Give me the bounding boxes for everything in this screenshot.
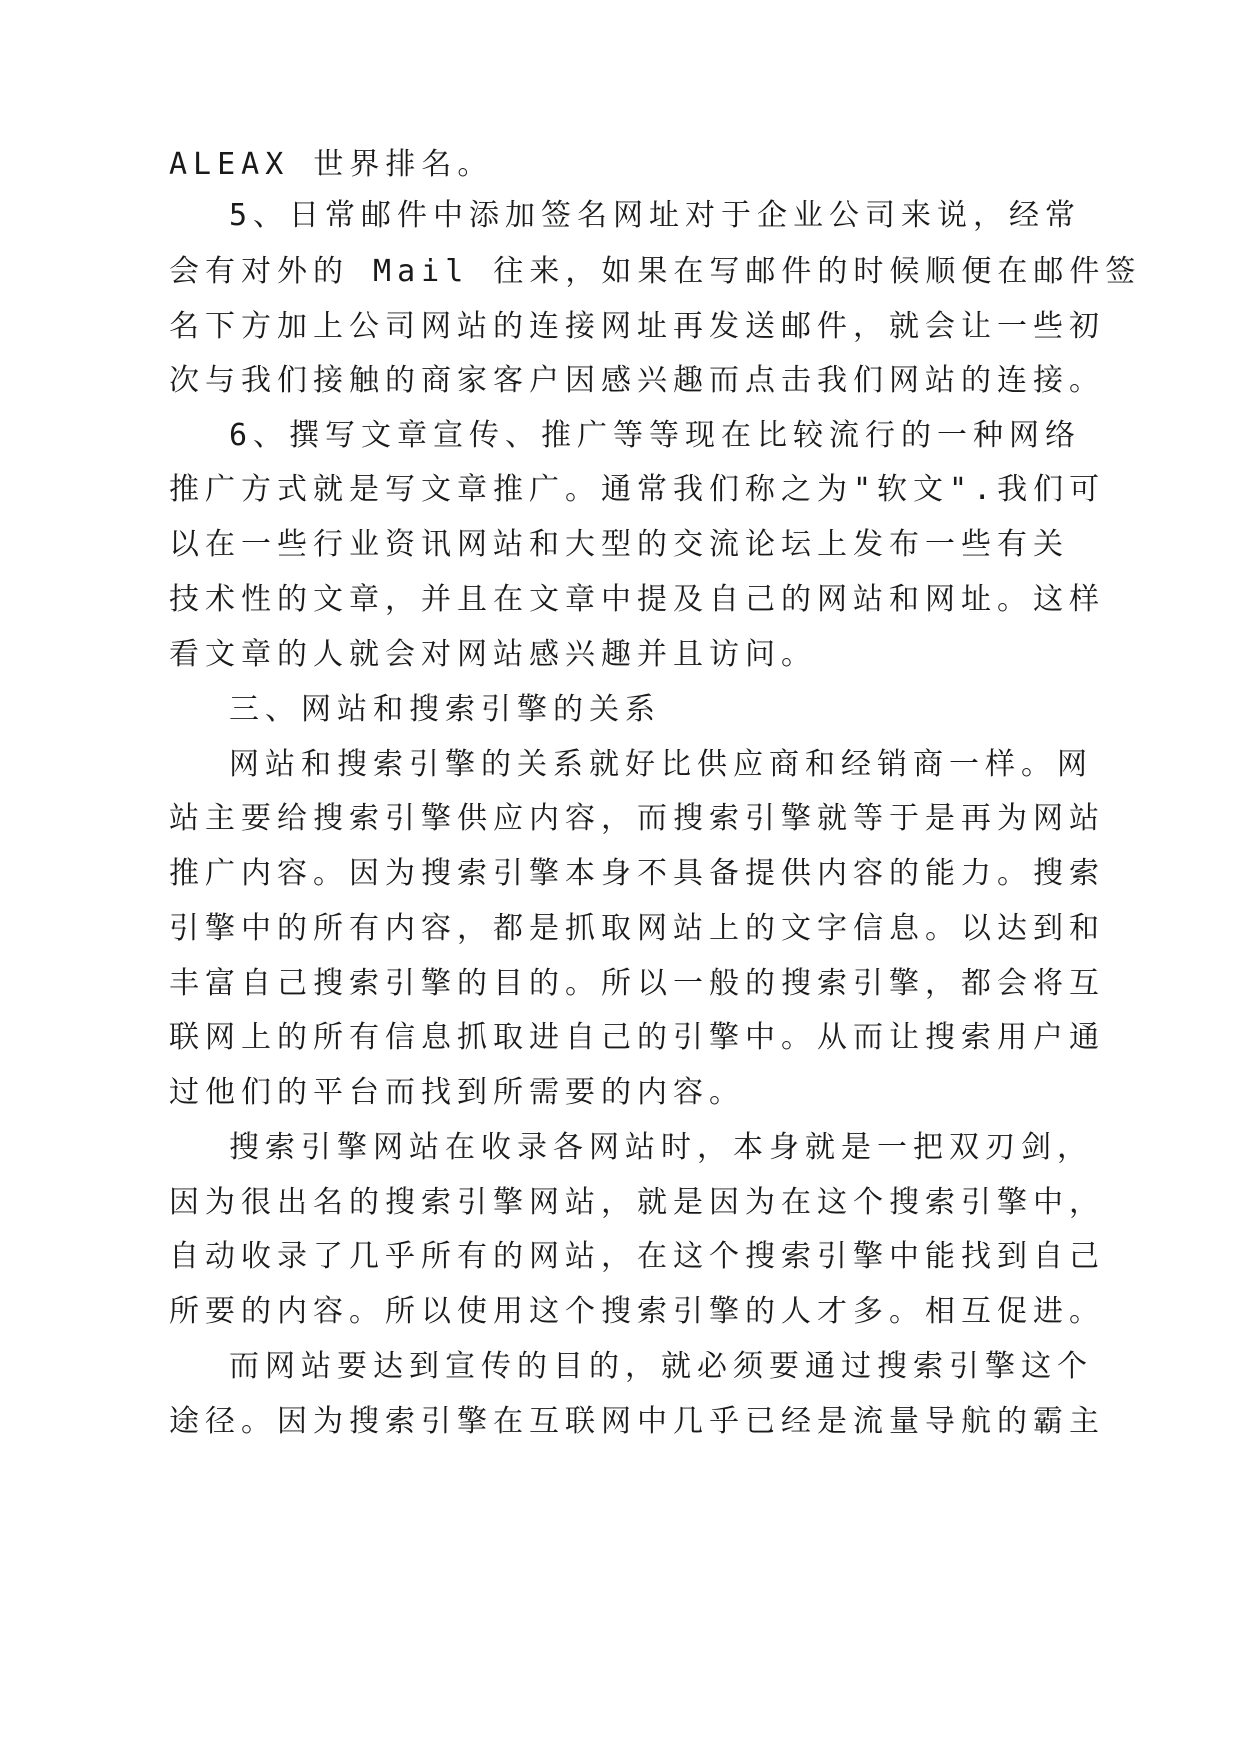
text-line: 推广内容。因为搜索引擎本身不具备提供内容的能力。搜索 [169,856,1105,891]
text-line: 名下方加上公司网站的连接网址再发送邮件，就会让一些初 [169,309,1105,344]
text-line: 搜索引擎网站在收录各网站时，本身就是一把双刃剑， [229,1130,1093,1165]
text-line: 以在一些行业资讯网站和大型的交流论坛上发布一些有关 [169,527,1069,562]
text-line: 丰富自己搜索引擎的目的。所以一般的搜索引擎，都会将互 [169,966,1105,1001]
text-line: 6、撰写文章宣传、推广等等现在比较流行的一种网络 [229,418,1082,453]
text-line: 会有对外的 Mail 往来，如果在写邮件的时候顺便在邮件签 [169,254,1142,289]
text-line: 技术性的文章，并且在文章中提及自己的网站和网址。这样 [169,582,1105,617]
text-line: 所要的内容。所以使用这个搜索引擎的人才多。相互促进。 [169,1294,1105,1329]
text-line: 次与我们接触的商家客户因感兴趣而点击我们网站的连接。 [169,363,1105,398]
text-line: 站主要给搜索引擎供应内容，而搜索引擎就等于是再为网站 [169,801,1105,836]
text-line: 联网上的所有信息抓取进自己的引擎中。从而让搜索用户通 [169,1020,1105,1055]
text-line: 5、日常邮件中添加签名网址对于企业公司来说，经常 [229,198,1082,233]
text-line: ALEAX 世界排名。 [169,147,494,182]
section-heading: 三、网站和搜索引擎的关系 [229,692,661,727]
text-line: 因为很出名的搜索引擎网站，就是因为在这个搜索引擎中， [169,1185,1105,1220]
text-line: 推广方式就是写文章推广。通常我们称之为"软文".我们可 [169,472,1106,507]
text-line: 途径。因为搜索引擎在互联网中几乎已经是流量导航的霸主 [169,1404,1105,1439]
text-line: 而网站要达到宣传的目的，就必须要通过搜索引擎这个 [229,1349,1093,1384]
text-line: 网站和搜索引擎的关系就好比供应商和经销商一样。网 [229,747,1093,782]
text-line: 引擎中的所有内容，都是抓取网站上的文字信息。以达到和 [169,911,1105,946]
text-line: 过他们的平台而找到所需要的内容。 [169,1075,745,1110]
text-line: 看文章的人就会对网站感兴趣并且访问。 [169,637,817,672]
text-line: 自动收录了几乎所有的网站，在这个搜索引擎中能找到自己 [169,1239,1105,1274]
